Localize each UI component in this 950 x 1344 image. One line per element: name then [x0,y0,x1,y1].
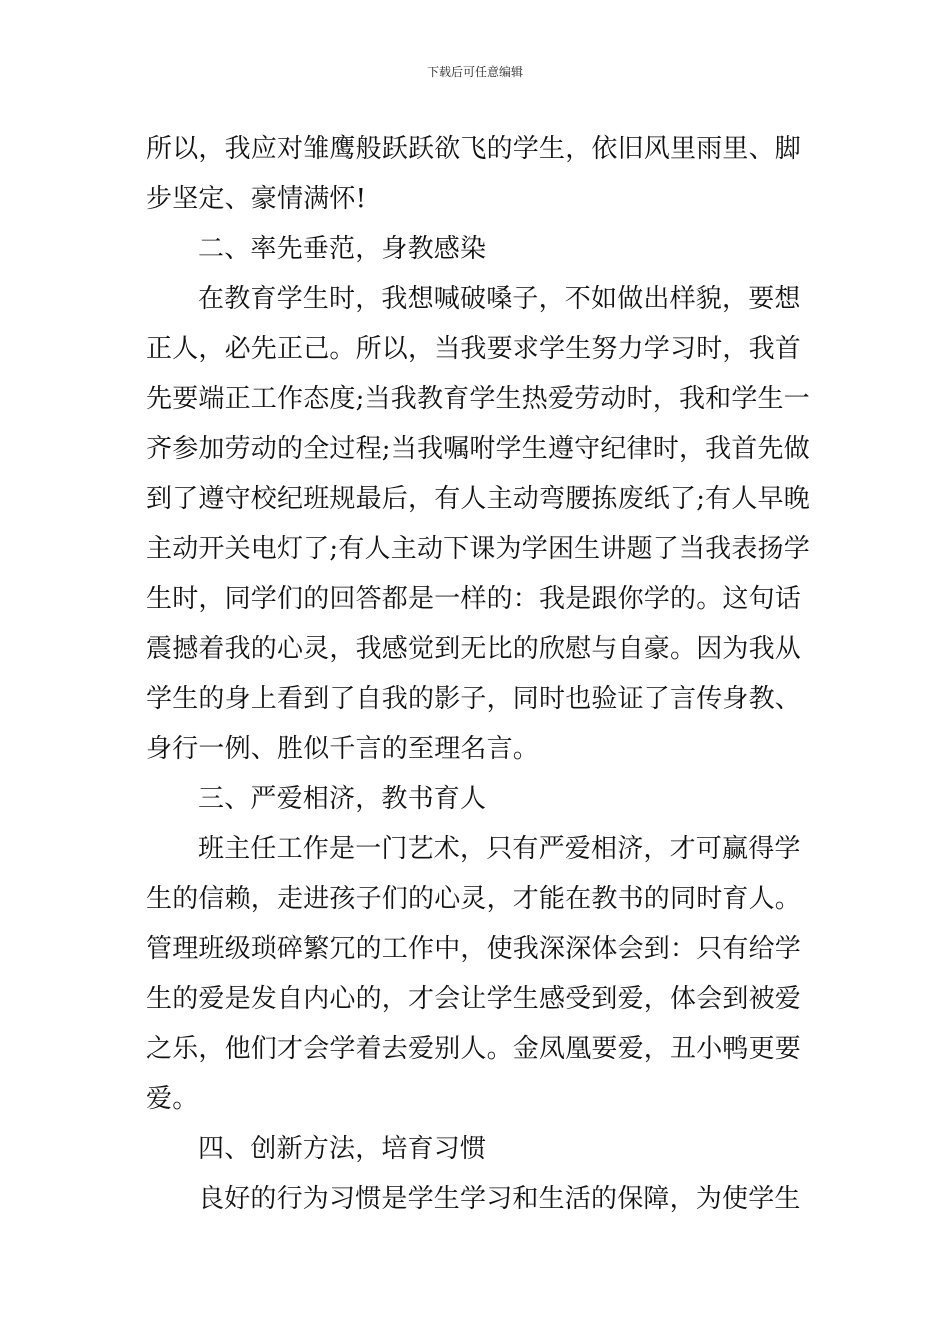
paragraph-line: 主动开关电灯了;有人主动下课为学困生讲题了当我表扬学 [146,534,810,564]
paragraph-line: 管理班级琐碎繁冗的工作中，使我深深体会到：只有给学 [146,934,802,964]
paragraph-line: 到了遵守校纪班规最后，有人主动弯腰拣废纸了;有人早晚 [146,484,810,514]
paragraph-line: 身行一例、胜似千言的至理名言。 [146,734,540,764]
page-header: 下载后可任意编辑 [426,65,523,79]
paragraph-line: 先要端正工作态度;当我教育学生热爱劳动时，我和学生一 [146,384,810,414]
paragraph-line: 良好的行为习惯是学生学习和生活的保障，为使学生 [198,1184,801,1214]
paragraph-line: 生的信赖，走进孩子们的心灵，才能在教书的同时育人。 [146,884,802,914]
paragraph-line: 齐参加劳动的全过程;当我嘱咐学生遵守纪律时，我首先做 [146,434,810,464]
paragraph-line: 生时，同学们的回答都是一样的：我是跟你学的。这句话 [146,584,802,614]
paragraph-line: 之乐，他们才会学着去爱别人。金凤凰要爱，丑小鸭更要 [146,1034,802,1064]
paragraph-line: 步坚定、豪情满怀! [146,184,367,214]
section-heading: 二、率先垂范，身教感染 [198,234,487,264]
paragraph-line: 生的爱是发自内心的，才会让学生感受到爱，体会到被爱 [146,984,802,1014]
paragraph-line: 震撼着我的心灵，我感觉到无比的欣慰与自豪。因为我从 [146,634,802,664]
paragraph-line: 学生的身上看到了自我的影子，同时也验证了言传身教、 [146,684,802,714]
section-heading: 四、创新方法，培育习惯 [198,1134,487,1164]
paragraph-line: 所以，我应对雏鹰般跃跃欲飞的学生，依旧风里雨里、脚 [146,134,802,164]
paragraph-line: 正人，必先正己。所以，当我要求学生努力学习时，我首 [146,334,802,364]
section-heading: 三、严爱相济，教书育人 [198,784,487,814]
paragraph-line: 爱。 [146,1084,199,1114]
paragraph-line: 班主任工作是一门艺术，只有严爱相济，才可赢得学 [198,834,801,864]
paragraph-line: 在教育学生时，我想喊破嗓子，不如做出样貌，要想 [198,284,801,314]
document-body [146,124,810,1224]
